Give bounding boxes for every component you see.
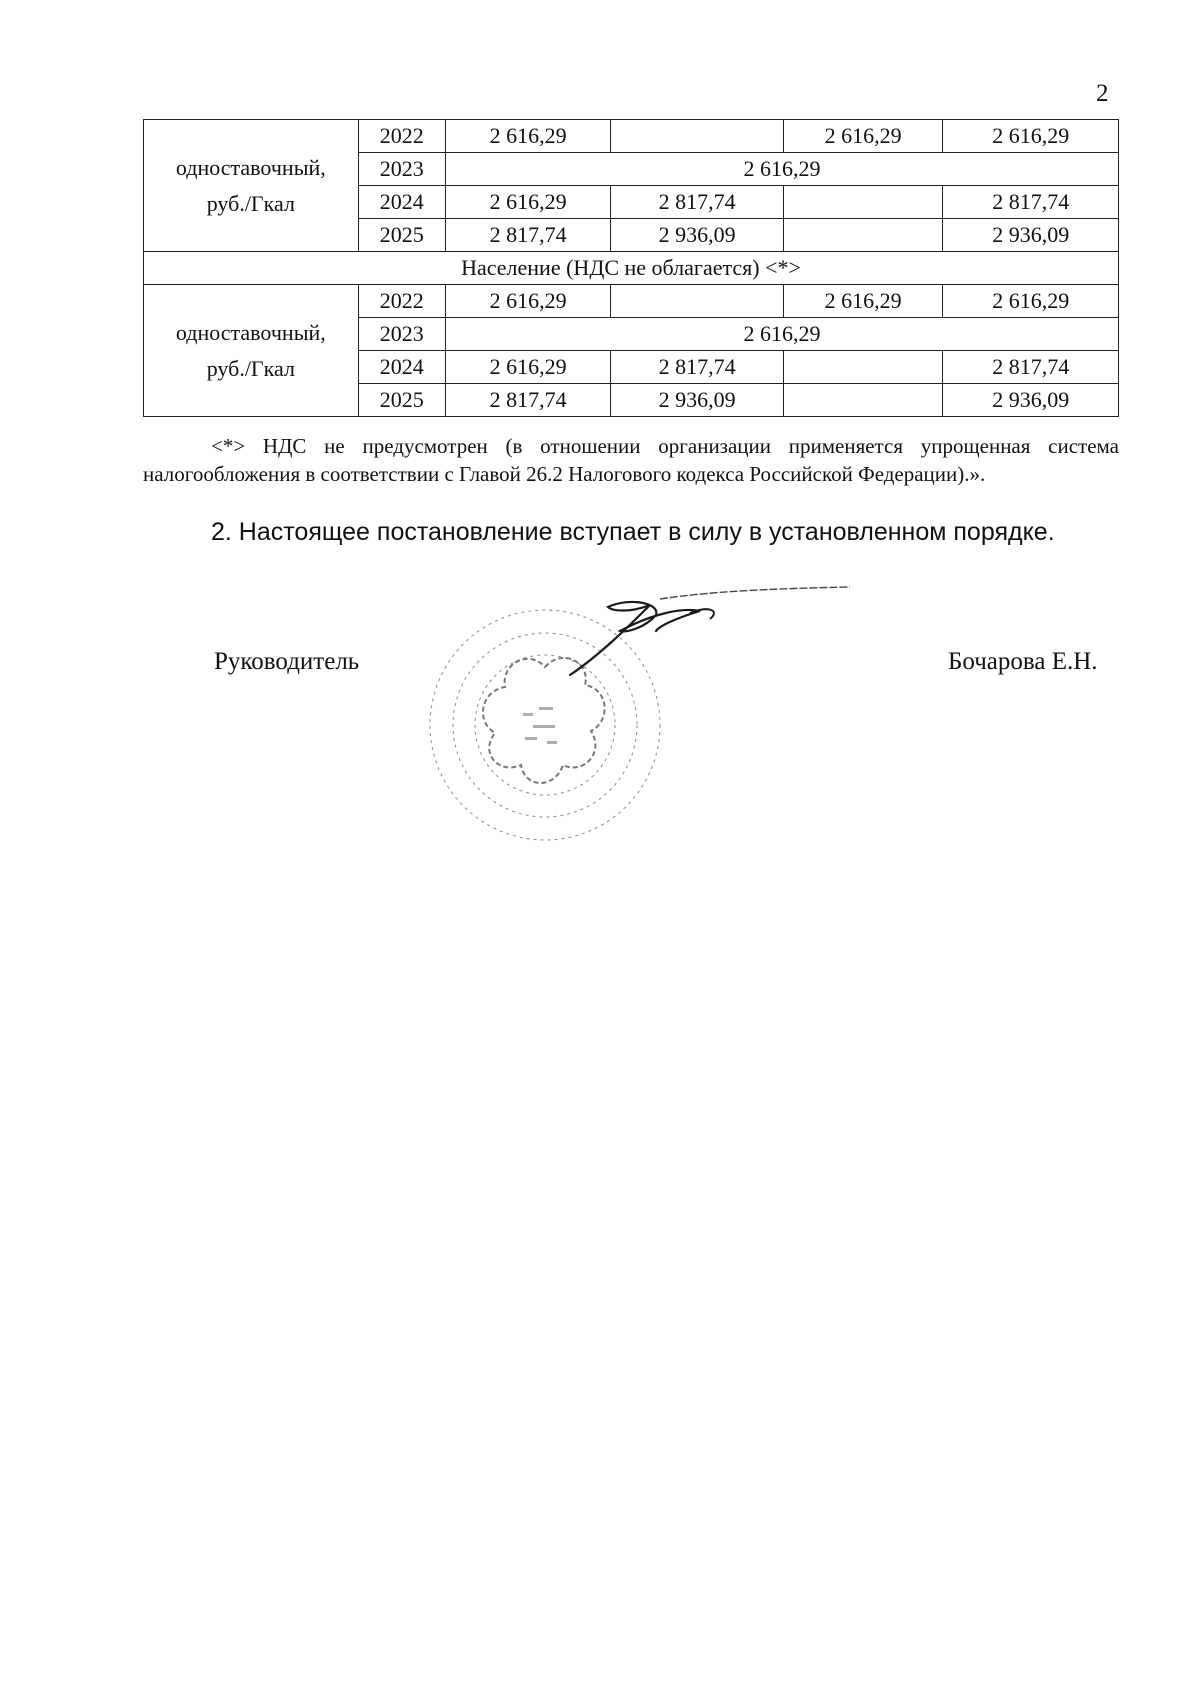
year-cell: 2024 bbox=[358, 351, 445, 384]
value-cell: 2 817,74 bbox=[611, 351, 784, 384]
value-cell: 2 616,29 bbox=[943, 120, 1119, 153]
tariff-type-line2: руб./Гкал bbox=[206, 355, 295, 381]
merged-value-cell: 2 616,29 bbox=[445, 153, 1118, 186]
page-number: 2 bbox=[1096, 80, 1109, 107]
clause-2: 2. Настоящее постановление вступает в силу в установленном порядке. bbox=[211, 518, 1055, 546]
value-cell: 2 817,74 bbox=[445, 384, 611, 417]
footnote-text: <*> НДС не предусмотрен (в отношении организации применяется упрощенная система налогообложения в соответствии с Главой 26.2 Налогового кодекса Российской Федерации).». bbox=[143, 434, 1119, 486]
value-cell: 2 616,29 bbox=[445, 351, 611, 384]
value-cell bbox=[783, 186, 942, 219]
year-cell: 2023 bbox=[358, 318, 445, 351]
year-cell: 2025 bbox=[358, 219, 445, 252]
merged-value-cell: 2 616,29 bbox=[445, 318, 1118, 351]
tariff-type-cell bbox=[144, 120, 359, 252]
value-cell: 2 936,09 bbox=[943, 219, 1119, 252]
value-cell: 2 817,74 bbox=[611, 186, 784, 219]
tariff-type-line2: руб./Гкал bbox=[206, 190, 295, 216]
year-cell: 2022 bbox=[358, 285, 445, 318]
signatory-name: Бочарова Е.Н. bbox=[948, 648, 1098, 675]
table-row bbox=[144, 285, 1119, 318]
value-cell: 2 817,74 bbox=[943, 351, 1119, 384]
value-cell: 2 616,29 bbox=[783, 285, 942, 318]
value-cell: 2 616,29 bbox=[943, 285, 1119, 318]
value-cell: 2 616,29 bbox=[783, 120, 942, 153]
value-cell: 2 936,09 bbox=[611, 384, 784, 417]
signatory-title: Руководитель bbox=[214, 648, 360, 675]
value-cell bbox=[611, 120, 784, 153]
value-cell: 2 936,09 bbox=[943, 384, 1119, 417]
table-row bbox=[144, 120, 1119, 153]
year-cell: 2024 bbox=[358, 186, 445, 219]
year-cell: 2025 bbox=[358, 384, 445, 417]
tariff-type-line1: одноставочный, bbox=[175, 320, 326, 346]
table-section-row bbox=[144, 252, 1119, 285]
value-cell: 2 616,29 bbox=[445, 186, 611, 219]
tariff-table bbox=[143, 119, 1119, 417]
handwritten-signature bbox=[560, 585, 860, 695]
value-cell: 2 817,74 bbox=[445, 219, 611, 252]
value-cell: 2 616,29 bbox=[445, 120, 611, 153]
value-cell bbox=[783, 219, 942, 252]
value-cell: 2 936,09 bbox=[611, 219, 784, 252]
value-cell: 2 817,74 bbox=[943, 186, 1119, 219]
section-heading: Население (НДС не облагается) <*> bbox=[144, 252, 1119, 285]
value-cell bbox=[611, 285, 784, 318]
value-cell: 2 616,29 bbox=[445, 285, 611, 318]
tariff-type-cell bbox=[144, 285, 359, 417]
year-cell: 2022 bbox=[358, 120, 445, 153]
year-cell: 2023 bbox=[358, 153, 445, 186]
value-cell bbox=[783, 351, 942, 384]
footnote bbox=[143, 432, 1119, 488]
tariff-type-line1: одноставочный, bbox=[175, 155, 326, 181]
value-cell bbox=[783, 384, 942, 417]
